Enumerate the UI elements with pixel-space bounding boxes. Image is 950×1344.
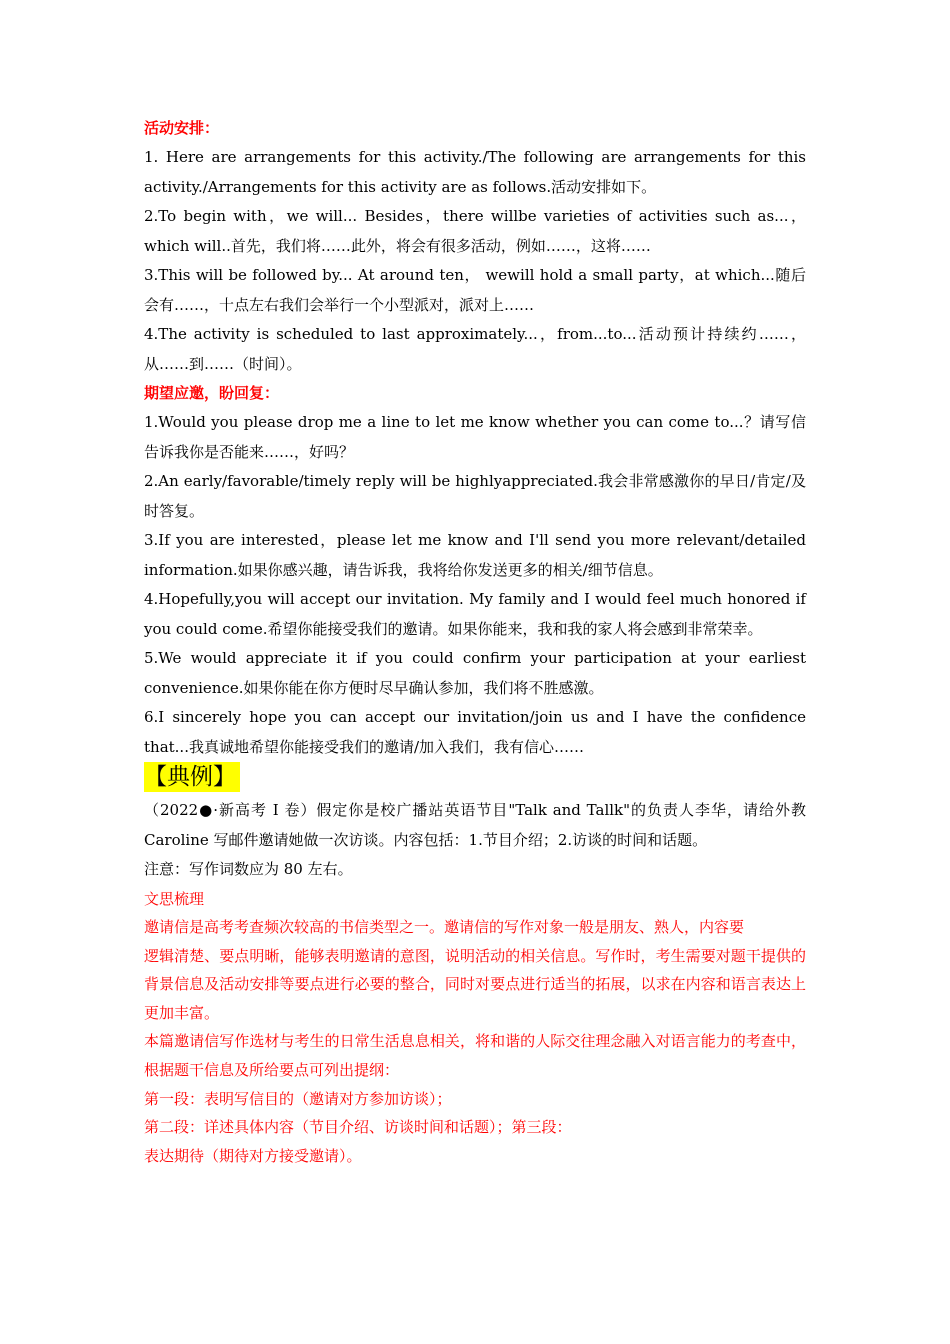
example-label-row bbox=[144, 762, 806, 796]
analysis-line-6: 表达期待（期待对方接受邀请）。 bbox=[144, 1146, 362, 1165]
reply-item-1: 1.Would you please drop me a line to let me know whether you can come to...？请写信告诉我你是否能来……，好吗？ bbox=[144, 413, 806, 461]
activity-heading: 活动安排： bbox=[144, 119, 220, 137]
analysis-title: 文思梳理 bbox=[144, 889, 205, 908]
analysis-line-2: 逻辑清楚、要点明晰，能够表明邀请的意图，说明活动的相关信息。写作时，考生需要对题干提供的背景信息及活动安排等要点进行必要的整合，同时对要点进行适当的拓展，以求在内容和语言表达上更加丰富。 bbox=[144, 946, 806, 1022]
analysis-line-1: 邀请信是高考考查频次较高的书信类型之一。邀请信的写作对象一般是朋友、熟人，内容要 bbox=[144, 918, 745, 937]
reply-item-3: 3.If you are interested，please let me know and I'll send you more relevant/detailed information.如果你感兴趣，请告诉我，我将给你发送更多的相关/细节信息。 bbox=[144, 531, 806, 579]
activity-item-4: 4.The activity is scheduled to last approximately...，from...to...活动预计持续约……，从……到……（时间）。 bbox=[144, 325, 806, 373]
example-label: 【典例】 bbox=[144, 762, 240, 792]
activity-item-1: 1. Here are arrangements for this activity./The following are arrangements for this activity./Arrangements for this activity are as follows.活动安排如下。 bbox=[144, 148, 806, 196]
activity-item-3: 3.This will be followed by... At around ten， wewill hold a small party，at which...随后会有……，十点左右我们会举行一个小型派对，派对上…… bbox=[144, 266, 806, 314]
analysis-line-5: 第二段：详述具体内容（节目介绍、访谈时间和话题）；第三段： bbox=[144, 1118, 572, 1137]
reply-heading: 期望应邀，盼回复： bbox=[144, 384, 280, 402]
analysis-line-3: 本篇邀请信写作选材与考生的日常生活息息相关，将和谐的人际交往理念融入对语言能力的考查中，根据题干信息及所给要点可列出提纲： bbox=[144, 1032, 806, 1080]
document-page bbox=[144, 114, 806, 1170]
example-question: （2022●·新高考 I 卷）假定你是校广播站英语节目"Talk and Tallk"的负责人李华，请给外教 Caroline 写邮件邀请她做一次访谈。内容包括：1.节目介绍；2.访谈的时间和话题。 bbox=[144, 801, 806, 849]
reply-item-5: 5.We would appreciate it if you could confirm your participation at your earliest convenience.如果你能在你方便时尽早确认参加，我们将不胜感激。 bbox=[144, 649, 806, 697]
reply-item-4: 4.Hopefully,you will accept our invitation. My family and I would feel much honored if you could come.希望你能接受我们的邀请。如果你能来，我和我的家人将会感到非常荣幸。 bbox=[144, 590, 806, 638]
reply-item-2: 2.An early/favorable/timely reply will be highlyappreciated.我会非常感激你的早日/肯定/及时答复。 bbox=[144, 472, 806, 520]
example-note: 注意：写作词数应为 80 左右。 bbox=[144, 860, 353, 878]
reply-item-6: 6.I sincerely hope you can accept our invitation/join us and I have the confidence that...我真诚地希望你能接受我们的邀请/加入我们，我有信心…… bbox=[144, 708, 806, 756]
activity-item-2: 2.To begin with，we will... Besides，there willbe varieties of activities such as...，which will..首先，我们将……此外，将会有很多活动，例如……，这将…… bbox=[144, 207, 806, 255]
analysis-line-4: 第一段：表明写信目的（邀请对方参加访谈）； bbox=[144, 1089, 452, 1108]
